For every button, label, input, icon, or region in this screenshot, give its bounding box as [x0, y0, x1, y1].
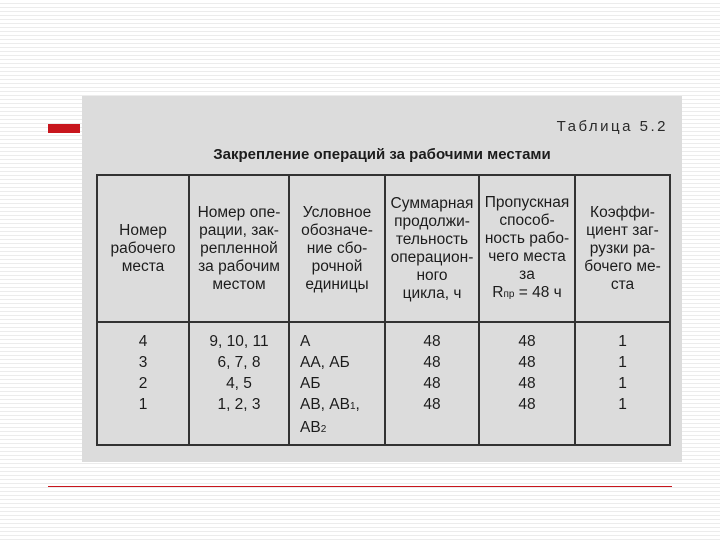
throughput-formula: Rпр = 48 ч [492, 283, 562, 301]
table-header-row [97, 175, 670, 322]
header-operation-number: Номер опе- рации, зак- репленной за рабочим местом [189, 175, 289, 322]
table-row [97, 322, 670, 445]
cell-load: 1 1 1 1 [575, 322, 670, 445]
cell-unit: А АА, АБ АБ АВ, АВ1, АВ2 [289, 322, 385, 445]
cell-duration: 48 48 48 48 [385, 322, 479, 445]
header-workplace-throughput: Пропускная способ- ность рабо- чего места за Rпр = 48 ч [479, 175, 575, 322]
cell-workplace: 4 3 2 1 [97, 322, 189, 445]
header-assembly-unit-symbol: Условное обозначе- ние сбо- рочной единицы [289, 175, 385, 322]
cell-throughput: 48 48 48 48 [479, 322, 575, 445]
cell-operations: 9, 10, 11 6, 7, 8 4, 5 1, 2, 3 [189, 322, 289, 445]
header-workplace-number: Номер рабочего места [97, 175, 189, 322]
slide-bottom-rule [48, 486, 672, 487]
table-caption: Таблица 5.2 [556, 118, 668, 135]
scanned-table-image [82, 96, 682, 462]
table-title: Закрепление операций за рабочими местами [213, 146, 551, 163]
slide-accent-bar [48, 124, 80, 133]
header-total-cycle-duration: Суммарная продолжи- тельность операцион- ного цикла, ч [385, 175, 479, 322]
header-load-factor: Коэффи- циент заг- рузки ра- бочего ме- ста [575, 175, 670, 322]
operations-assignment-table [96, 174, 671, 446]
